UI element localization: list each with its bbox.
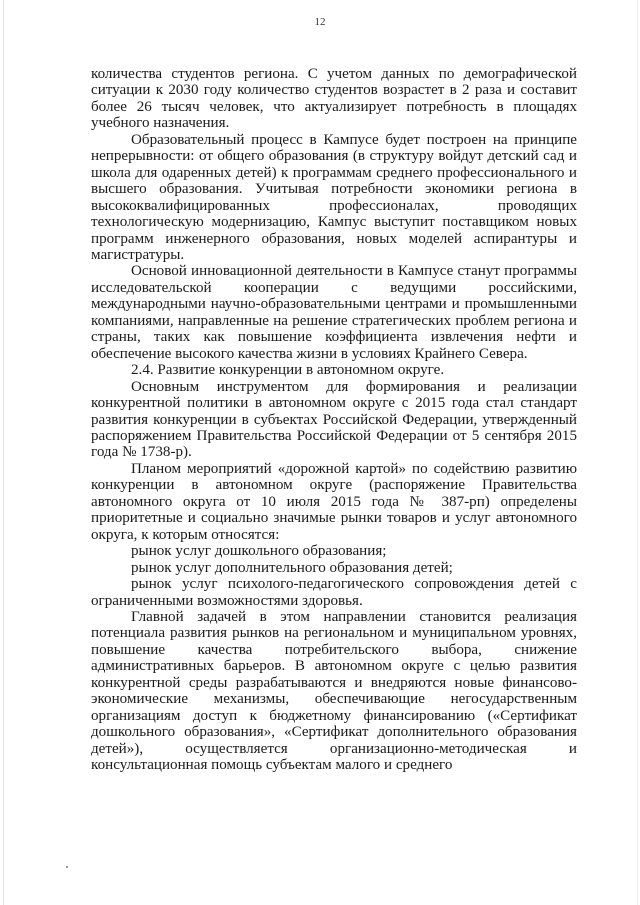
paragraph-innovation: Основой инновационной деятельности в Кампусе станут программы исследовательской кооперации с ведущими российскими, международными научно-образовательными центрами и промышленными компаниями, направленные на решение стратегических проблем региона и страны, таких как повышение коэффициента извлечения нефти и обеспечение высокого качества жизни в условиях Крайнего Севера. bbox=[91, 263, 577, 362]
section-heading-2-4: 2.4. Развитие конкуренции в автономном округе. bbox=[131, 362, 445, 379]
paragraph-campus-education: Образовательный процесс в Кампусе будет построен на принципе непрерывности: от общего образования (в структуру войдут детский сад и школа для одаренных детей) к программам среднего профессионального и высшего образования. Учитывая потребности экономики региона в высококвалифицированных профессионалах, проводящих технологическую модернизацию, Кампус выступит поставщиком новых программ инженерного образования, новых моделей аспирантуры и магистратуры. bbox=[91, 131, 577, 263]
list-item-psychological-support: рынок услуг психолого-педагогического сопровождения детей с ограниченными возможностями здоровья. bbox=[91, 576, 577, 609]
scan-edge-right bbox=[637, 0, 638, 905]
paragraph-continuation: количества студентов региона. С учетом данных по демографической ситуации к 2030 году количество студентов возрастет в 2 раза и составит более 26 тысяч человек, что актуализирует потребность в площадях учебного назначения. bbox=[91, 66, 577, 132]
scan-edge-left bbox=[3, 0, 4, 905]
list-item-preschool: рынок услуг дошкольного образования; bbox=[131, 543, 387, 560]
page-number: 12 bbox=[314, 16, 326, 28]
paragraph-main-task: Главной задачей в этом направлении становится реализация потенциала развития рынков на региональном и муниципальном уровнях, повышение качества потребительского выбора, снижение административных барьеров. В автономном округе с целью развития конкурентной среды разрабатываются и внедряются новые финансово-экономические механизмы, обеспечивающие негосударственным организациям доступ к бюджетному финансированию («Сертификат дошкольного образования», «Сертификат дополнительного образования детей»), осуществляется организационно-методическая и консультационная помощь субъектам малого и среднего bbox=[91, 608, 577, 774]
paragraph-competition-standard: Основным инструментом для формирования и реализации конкурентной политики в автономном округе с 2015 года стал стандарт развития конкуренции в субъектах Российской Федерации, утвержденный распоряжением Правительства Российской Федерации от 5 сентября 2015 года № 1738-р). bbox=[91, 378, 577, 461]
scan-artifact-dot bbox=[66, 866, 68, 868]
document-body bbox=[91, 66, 577, 773]
list-item-additional-education: рынок услуг дополнительного образования детей; bbox=[131, 559, 453, 576]
paragraph-roadmap: Планом мероприятий «дорожной картой» по содействию развитию конкуренции в автономном округе (распоряжение Правительства автономного округа от 10 июля 2015 года № 387-рп) определены приоритетные и социально значимые рынки товаров и услуг автономного округа, к которым относятся: bbox=[91, 460, 577, 543]
